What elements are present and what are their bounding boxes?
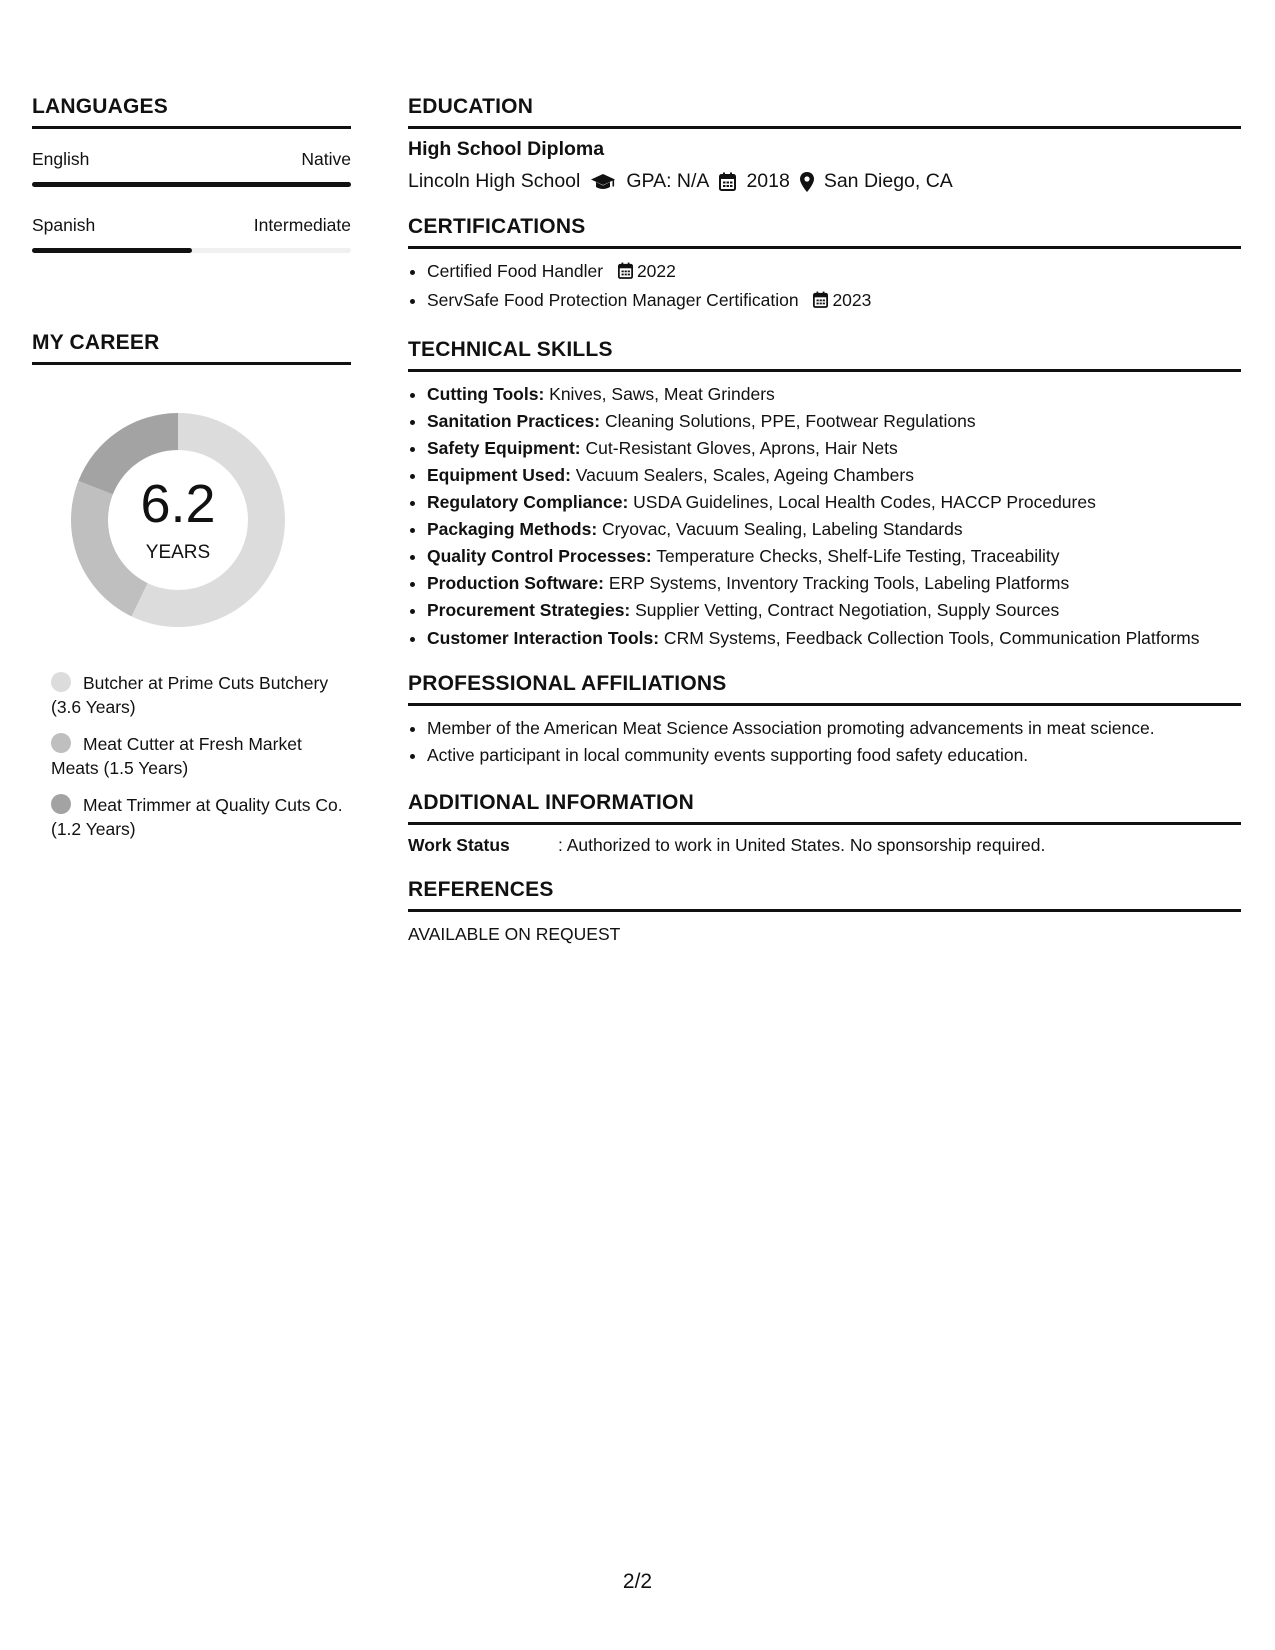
graduation-cap-icon [590, 173, 616, 191]
skills-section [408, 338, 1241, 650]
skill-category: Production Software: [427, 573, 604, 593]
right-column [408, 95, 1241, 967]
skill-item [427, 489, 1241, 516]
language-level: Intermediate [253, 215, 351, 235]
skill-values: Knives, Saws, Meat Grinders [544, 384, 775, 404]
calendar-icon [618, 260, 633, 287]
skill-category: Equipment Used: [427, 465, 571, 485]
skill-item [427, 516, 1241, 543]
career-total-years: 6.2 [140, 474, 216, 534]
education-year: 2018 [746, 170, 790, 192]
language-item [32, 149, 351, 187]
additional-info-heading: ADDITIONAL INFORMATION [408, 791, 1241, 825]
left-column [32, 95, 351, 854]
skill-values: Cleaning Solutions, PPE, Footwear Regulations [600, 411, 976, 431]
affiliation-item: • Member of the American Meat Science Association promoting advancements in meat science. [427, 715, 1241, 742]
skill-values: Vacuum Sealers, Scales, Ageing Chambers [570, 465, 914, 485]
affiliations-list [408, 715, 1241, 769]
calendar-icon [813, 289, 828, 316]
language-level: Native [301, 149, 351, 169]
certification-year: 2023 [832, 290, 872, 310]
languages-heading: LANGUAGES [32, 95, 351, 129]
education-location: San Diego, CA [823, 170, 953, 192]
legend-dot [51, 733, 71, 753]
language-item [32, 215, 351, 253]
work-status-row [408, 835, 1241, 856]
skill-values: ERP Systems, Inventory Tracking Tools, Labeling Platforms [603, 573, 1070, 593]
skill-values: Cut-Resistant Gloves, Aprons, Hair Nets [580, 438, 898, 458]
skill-item [427, 570, 1241, 597]
education-degree: High School Diploma [408, 138, 605, 160]
career-job-label: Meat Trimmer at Quality Cuts Co. (1.2 Years) [51, 795, 343, 839]
skills-heading: TECHNICAL SKILLS [408, 338, 1241, 372]
career-legend-item [51, 732, 351, 780]
career-section [32, 331, 351, 841]
certification-year: 2022 [636, 261, 676, 281]
certification-item [427, 287, 1241, 316]
skill-category: Safety Equipment: [427, 438, 581, 458]
language-name: English [32, 149, 90, 169]
education-school: Lincoln High School [408, 170, 581, 192]
education-meta [408, 170, 1241, 193]
skill-item [427, 381, 1241, 408]
certification-name: ServSafe Food Protection Manager Certification [427, 290, 799, 310]
work-status-label: Work Status [408, 835, 510, 855]
skill-values: USDA Guidelines, Local Health Codes, HACCP Procedures [628, 492, 1096, 512]
skill-item [427, 543, 1241, 570]
certifications-section [408, 215, 1241, 316]
skill-category: Procurement Strategies: [427, 600, 631, 620]
skill-values: CRM Systems, Feedback Collection Tools, Communication Platforms [659, 628, 1200, 648]
skill-values: Temperature Checks, Shelf-Life Testing, Traceability [651, 546, 1060, 566]
skill-category: Sanitation Practices: [427, 411, 601, 431]
references-text: AVAILABLE ON REQUEST [408, 924, 621, 944]
career-legend [32, 671, 351, 841]
language-name: Spanish [32, 215, 96, 235]
skill-item [427, 624, 1241, 650]
certification-name: Certified Food Handler [427, 261, 604, 281]
skill-item [427, 462, 1241, 489]
skill-item [427, 408, 1241, 435]
skill-values: Cryovac, Vacuum Sealing, Labeling Standards [597, 519, 963, 539]
career-legend-item [51, 671, 351, 719]
career-job-label: Butcher at Prime Cuts Butchery (3.6 Years) [51, 673, 329, 717]
languages-section [32, 95, 351, 253]
legend-dot [51, 794, 71, 814]
affiliations-section [408, 672, 1241, 769]
references-section [408, 878, 1241, 945]
career-job-label: Meat Cutter at Fresh Market Meats (1.5 Years) [51, 734, 302, 778]
skills-list [408, 381, 1241, 650]
education-heading: EDUCATION [408, 95, 1241, 129]
skill-values: Supplier Vetting, Contract Negotiation, Supply Sources [630, 600, 1060, 620]
skill-category: Packaging Methods: [427, 519, 598, 539]
career-legend-item [51, 793, 351, 841]
language-proficiency-fill [32, 182, 351, 187]
certifications-heading: CERTIFICATIONS [408, 215, 1241, 249]
certification-item [427, 258, 1241, 287]
education-gpa: GPA: N/A [626, 170, 710, 192]
language-proficiency-fill [32, 248, 192, 253]
additional-info-section [408, 791, 1241, 856]
language-proficiency-bar [32, 182, 351, 187]
work-status-value: : Authorized to work in United States. No sponsorship required. [558, 835, 1046, 855]
skill-category: Quality Control Processes: [427, 546, 652, 566]
language-proficiency-bar [32, 248, 351, 253]
certifications-list [408, 258, 1241, 316]
skill-category: Cutting Tools: [427, 384, 545, 404]
affiliations-heading: PROFESSIONAL AFFILIATIONS [408, 672, 1241, 706]
career-donut-chart [63, 405, 293, 635]
education-section [408, 95, 1241, 193]
skill-item [427, 435, 1241, 462]
skill-category: Regulatory Compliance: [427, 492, 629, 512]
affiliation-item: • Active participant in local community events supporting food safety education. [427, 742, 1241, 769]
career-heading: MY CAREER [32, 331, 351, 365]
career-total-unit: YEARS [145, 542, 211, 563]
skill-category: Customer Interaction Tools: [427, 628, 660, 648]
page-number: 2/2 [622, 1570, 653, 1593]
references-heading: REFERENCES [408, 878, 1241, 912]
skill-item [427, 597, 1241, 624]
map-pin-icon [800, 172, 814, 192]
legend-dot [51, 672, 71, 692]
calendar-icon [719, 172, 736, 191]
